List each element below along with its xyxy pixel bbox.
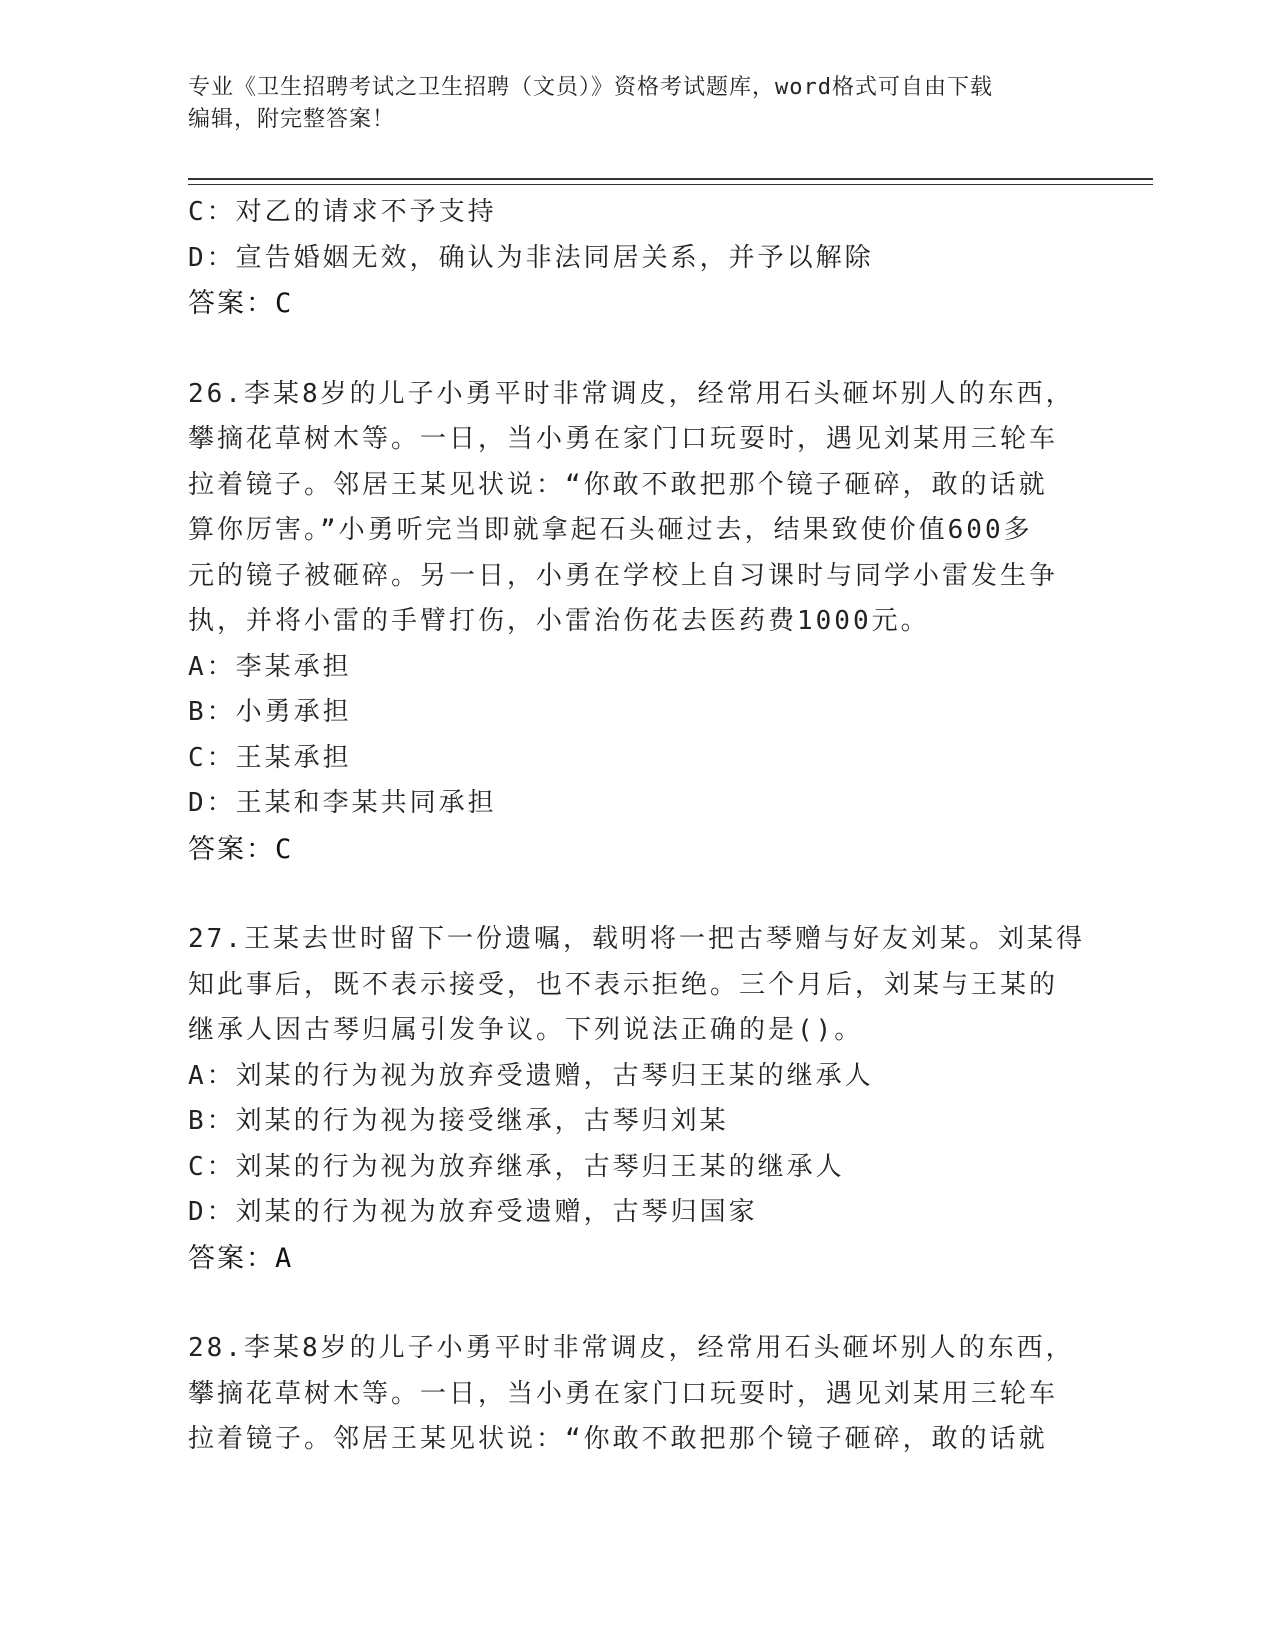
header-title-line-2: 编辑，附完整答案！	[188, 107, 396, 132]
document-body	[188, 190, 1088, 1463]
question-stem-line: 知此事后，既不表示接受，也不表示拒绝。三个月后，刘某与王某的	[188, 969, 1059, 1000]
question-stem-line: 28.李某8岁的儿子小勇平时非常调皮，经常用石头砸坏别人的东西，	[188, 1333, 1075, 1363]
answer-line	[188, 1236, 1088, 1282]
answer-label: 答案：	[188, 288, 275, 319]
question-stem-line: 拉着镜子。邻居王某见状说：“你敢不敢把那个镜子砸碎，敢的话就	[188, 1424, 1048, 1454]
option-d: D：王某和李某共同承担	[188, 788, 497, 818]
option-d: D：刘某的行为视为放弃受遗赠，古琴归国家	[188, 1197, 758, 1227]
option-c: C：王某承担	[188, 742, 352, 773]
header-title-line-1: 专业《卫生招聘考试之卫生招聘（文员）》资格考试题库，word格式可自由下载	[188, 75, 993, 100]
option-c: C：刘某的行为视为放弃继承，古琴归王某的继承人	[188, 1151, 845, 1182]
question-stem-line: 元的镜子被砸碎。另一日，小勇在学校上自习课时与同学小雷发生争	[188, 560, 1059, 591]
option-b: B：小勇承担	[188, 697, 352, 727]
question-stem-line: 算你厉害。”小勇听完当即就拿起石头砸过去，结果致使价值600多	[188, 515, 1033, 545]
option-a: A：李某承担	[188, 651, 352, 682]
question-stem-line: 执，并将小雷的手臂打伤，小雷治伤花去医药费1000元。	[188, 606, 930, 636]
option-c: C：对乙的请求不予支持	[188, 197, 497, 227]
answer-value: C	[275, 833, 294, 865]
answer-line	[188, 827, 1088, 873]
question-28	[188, 1326, 1088, 1463]
answer-label: 答案：	[188, 833, 275, 865]
answer-line	[188, 281, 1088, 327]
option-a: A：刘某的行为视为放弃受遗赠，古琴归王某的继承人	[188, 1060, 874, 1091]
question-stem-line: 攀摘花草树木等。一日，当小勇在家门口玩耍时，遇见刘某用三轮车	[188, 1378, 1059, 1409]
page-header	[188, 72, 1068, 136]
spacer	[188, 327, 1088, 372]
question-stem-line: 继承人因古琴归属引发争议。下列说法正确的是()。	[188, 1015, 864, 1045]
question-25-tail	[188, 190, 1088, 327]
question-26	[188, 372, 1088, 873]
header-rule-thick	[188, 178, 1153, 180]
option-d: D：宣告婚姻无效，确认为非法同居关系，并予以解除	[188, 242, 874, 273]
question-27	[188, 917, 1088, 1281]
spacer	[188, 872, 1088, 917]
header-rule-thin	[188, 184, 1153, 185]
answer-label: 答案：	[188, 1242, 275, 1274]
question-stem-line: 26.李某8岁的儿子小勇平时非常调皮，经常用石头砸坏别人的东西，	[188, 378, 1075, 409]
question-stem-line: 27.王某去世时留下一份遗嘱，载明将一把古琴赠与好友刘某。刘某得	[188, 924, 1085, 954]
option-b: B：刘某的行为视为接受继承，古琴归刘某	[188, 1106, 729, 1136]
answer-value: C	[275, 288, 294, 319]
answer-value: A	[275, 1242, 294, 1274]
question-stem-line: 拉着镜子。邻居王某见状说：“你敢不敢把那个镜子砸碎，敢的话就	[188, 469, 1048, 500]
question-stem-line: 攀摘花草树木等。一日，当小勇在家门口玩耍时，遇见刘某用三轮车	[188, 424, 1059, 454]
spacer	[188, 1281, 1088, 1326]
